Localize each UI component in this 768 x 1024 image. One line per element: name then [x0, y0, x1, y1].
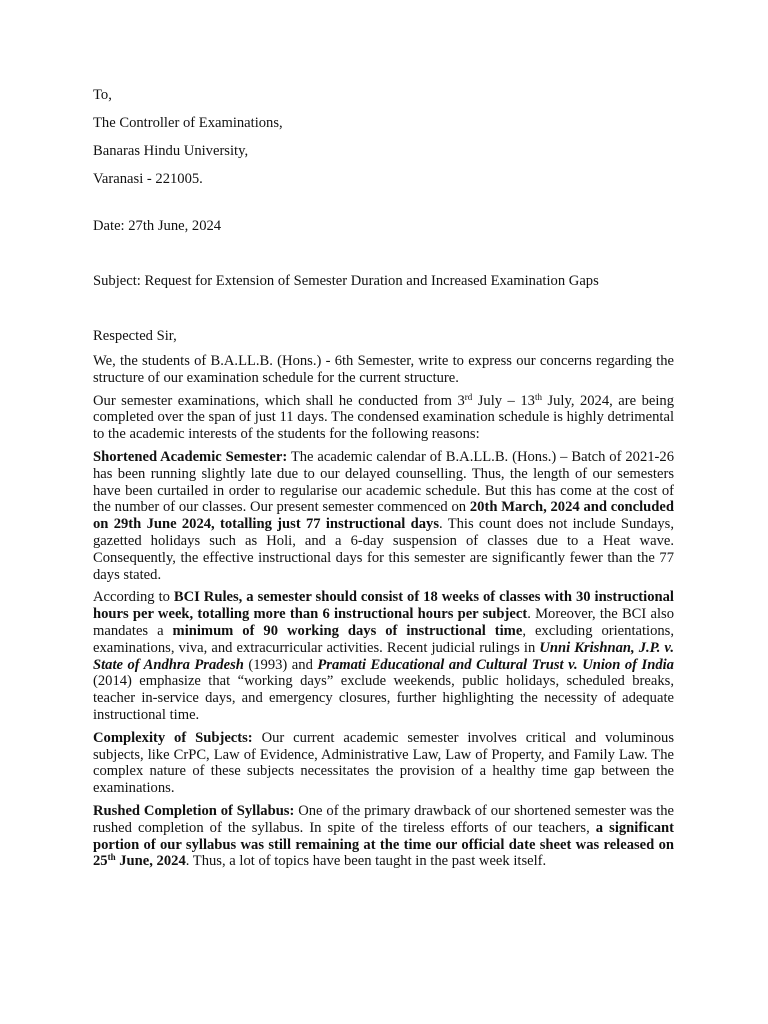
bci-text-3: , excluding orientations, examinations, viva, and extracurricular activities. Recent judicial rulings in	[93, 622, 675, 656]
letter-subject: Subject: Request for Extension of Semester Duration and Increased Examination Gaps	[93, 273, 599, 289]
exam-schedule-paragraph	[93, 393, 674, 443]
bci-text-4: (1993) and	[243, 656, 318, 673]
bci-rules-paragraph	[93, 589, 674, 723]
bci-text-2: . Moreover, the BCI also mandates a	[93, 606, 674, 639]
shortened-semester-paragraph	[93, 449, 674, 583]
bci-bold-2: minimum of 90 working days of instructional time	[172, 622, 523, 639]
shortened-bold-1: 20th March, 2024 and concluded on 29th June 2024, totalling just 77 instructional days	[93, 499, 674, 533]
rushed-heading: Rushed Completion of Syllabus:	[93, 802, 295, 819]
complexity-heading: Complexity of Subjects:	[93, 729, 253, 746]
complexity-text: Our current academic semester involves critical and voluminous subjects, like CrPC, Law of Evidence, Administrative Law, Law of Property, and Family Law. The complex nature of these subjects necessitates the provision of a healthy time gap between the examinations.	[93, 729, 674, 797]
exam-sup-1: rd	[464, 391, 473, 402]
intro-paragraph: We, the students of B.A.LL.B. (Hons.) - 6th Semester, write to express our concerns regarding the structure of our examination schedule for the current structure.	[93, 353, 674, 386]
shortened-text-1: The academic calendar of B.A.LL.B. (Hons.) – Batch of 2021-26 has been running slightly late due to our delayed counselling. Thus, the length of our semesters have been curtailed in order to regularise our academic schedule. But this has come at the cost of the number of our classes. Our present semester commenced on	[93, 448, 674, 516]
letter-page	[93, 86, 674, 870]
address-recipient: The Controller of Examinations,	[93, 115, 283, 131]
address-city: Varanasi - 221005.	[93, 171, 203, 187]
rushed-text-1: One of the primary drawback of our shortened semester was the rushed completion of the syllabus. In spite of the tireless efforts of our teachers,	[93, 802, 674, 836]
shortened-text-2: . This count does not include Sundays, gazetted holidays such as Holi, and a 6-day suspension of classes due to a Heat wave. Consequently, the effective instructional days for this semester are significantly fewer than the 77 days stated.	[93, 516, 674, 583]
case-citation-1: Unni Krishnan, J.P. v. State of Andhra Pradesh	[93, 639, 674, 673]
exam-text-2: July – 13	[472, 392, 535, 409]
rushed-bold-2: June, 2024	[115, 853, 186, 870]
address-institution: Banaras Hindu University,	[93, 143, 249, 159]
rushed-bold-1: a significant portion of our syllabus was still remaining at the time our official date sheet was released on 25	[93, 819, 675, 870]
case-citation-2: Pramati Educational and Cultural Trust v. Union of India	[317, 656, 674, 673]
bci-text-1: According to	[93, 589, 174, 606]
salutation: Respected Sir,	[93, 328, 177, 344]
complexity-paragraph	[93, 730, 674, 797]
bci-text-5: (2014) emphasize that “working days” exclude weekends, public holidays, scheduled breaks, teacher in-service days, and emergency closures, further highlighting the necessity of adequate instructional time.	[93, 673, 674, 723]
letter-date: Date: 27th June, 2024	[93, 218, 222, 234]
shortened-heading: Shortened Academic Semester:	[93, 448, 288, 465]
rushed-syllabus-paragraph	[93, 803, 674, 870]
exam-text-3: July, 2024, are being completed over the span of just 11 days. The condensed examination schedule is highly detrimental to the academic interests of the students for the following reasons:	[93, 392, 674, 443]
exam-sup-2: th	[534, 391, 542, 402]
rushed-sup: th	[107, 852, 116, 863]
exam-text-1: Our semester examinations, which shall he conducted from 3	[93, 392, 465, 409]
bci-bold-1: BCI Rules, a semester should consist of 18 weeks of classes with 30 instructional hours per week, totalling more than 6 instructional hours per subject	[93, 589, 674, 623]
address-to: To,	[93, 87, 112, 103]
rushed-text-2: . Thus, a lot of topics have been taught in the past week itself.	[185, 853, 547, 870]
